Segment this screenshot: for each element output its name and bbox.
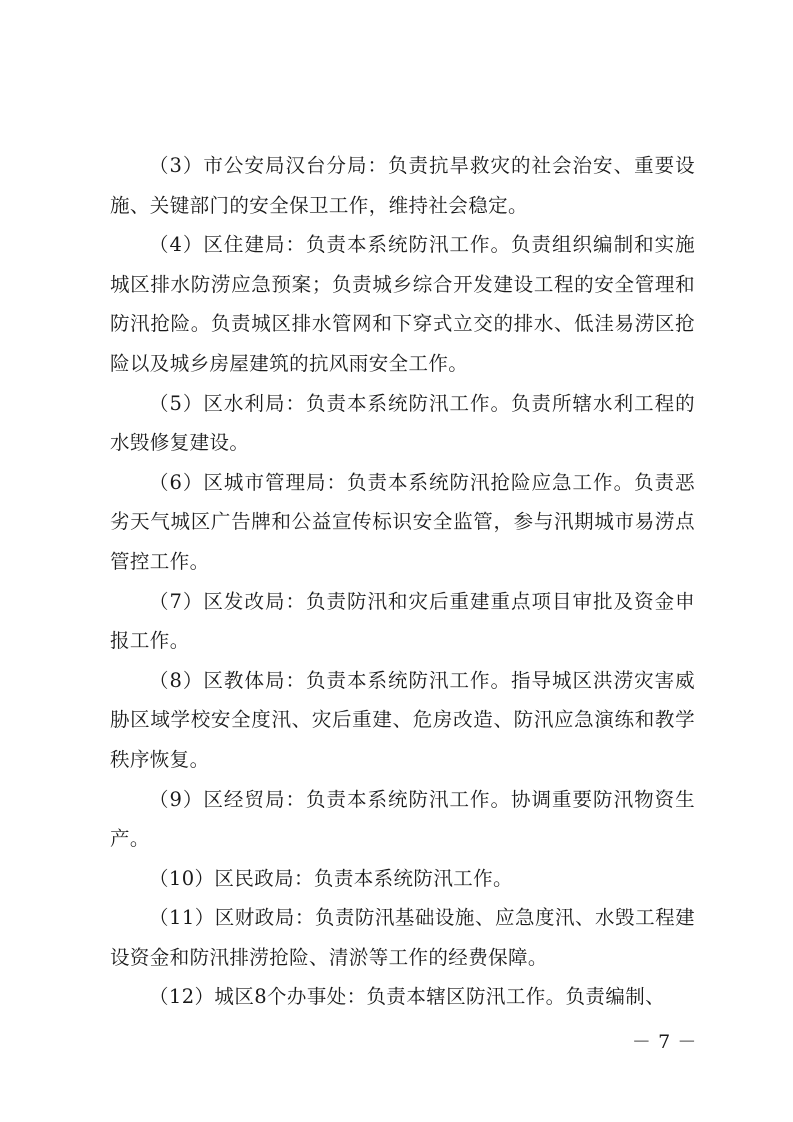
paragraph-economy-trade-bureau: （9）区经贸局：负责本系统防汛工作。协调重要防汛物资生产。: [110, 787, 695, 851]
paragraph-urban-management-bureau: （6）区城市管理局：负责本系统防汛抢险应急工作。负责恶劣天气城区广告牌和公益宣传标识安全监管，参与汛期城市易涝点管控工作。: [110, 470, 695, 573]
paragraph-education-sports-bureau: （8）区教体局：负责本系统防汛工作。指导城区洪涝灾害威胁区域学校安全度汛、灾后重建、危房改造、防汛应急演练和教学秩序恢复。: [110, 668, 695, 771]
document-body: [110, 146, 695, 1017]
paragraph-civil-affairs-bureau: （10）区民政局：负责本系统防汛工作。: [149, 866, 513, 890]
paragraph-housing-construction-bureau: （4）区住建局：负责本系统防汛工作。负责组织编制和实施城区排水防涝应急预案；负责城乡综合开发建设工程的安全管理和防汛抢险。负责城区排水管网和下穿式立交的排水、低洼易涝区抢险以及城乡房屋建筑的抗风雨安全工作。: [110, 233, 695, 375]
paragraph-public-security-bureau: （3）市公安局汉台分局：负责抗旱救灾的社会治安、重要设施、关键部门的安全保卫工作，维持社会稳定。: [110, 154, 695, 217]
paragraph-water-resources-bureau: （5）区水利局：负责本系统防汛工作。负责所辖水利工程的水毁修复建设。: [110, 391, 695, 455]
paragraph-development-reform-bureau: （7）区发改局：负责防汛和灾后重建重点项目审批及资金申报工作。: [110, 589, 695, 653]
paragraph-finance-bureau: （11）区财政局：负责防汛基础设施、应急度汛、水毁工程建设资金和防汛排涝抢险、清淤等工作的经费保障。: [110, 906, 695, 969]
page-number: － 7 －: [631, 1031, 697, 1053]
paragraph-district-offices: （12）城区8个办事处：负责本辖区防汛工作。负责编制、: [149, 985, 666, 1009]
